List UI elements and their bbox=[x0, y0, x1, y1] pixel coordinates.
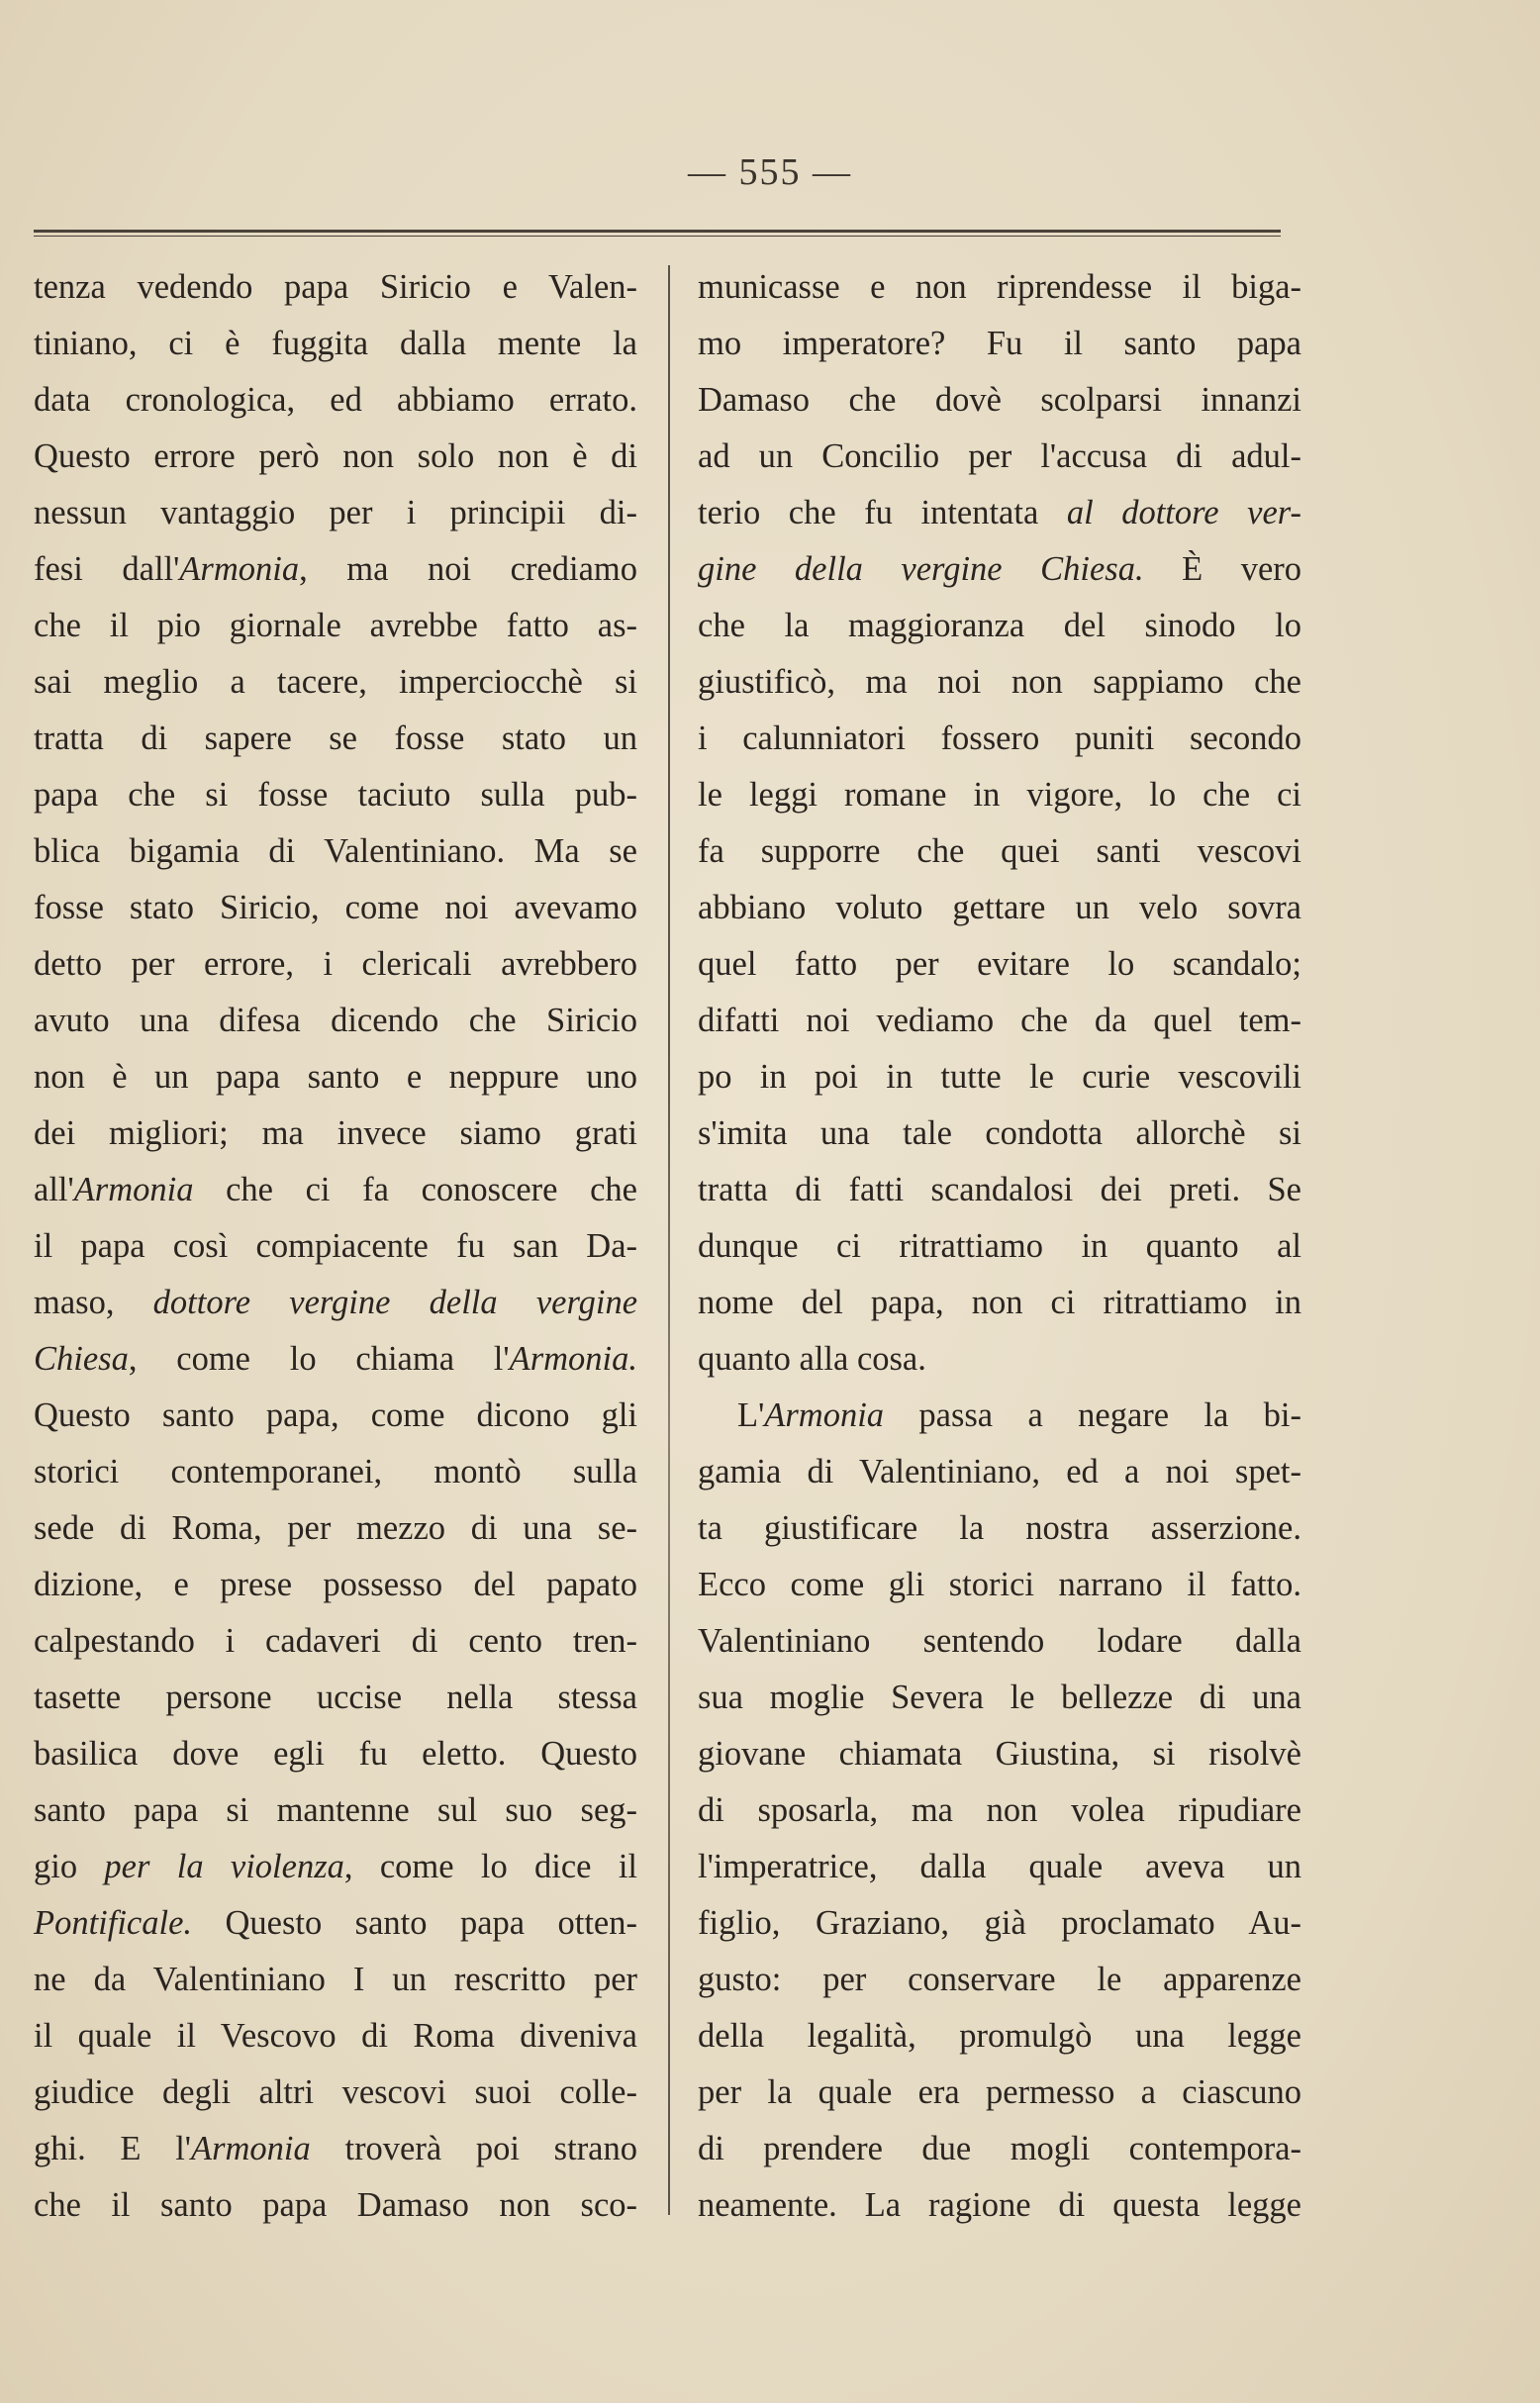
column-divider bbox=[668, 265, 670, 2215]
text-segment: data cronologica, ed abbiamo errato. bbox=[34, 381, 637, 419]
text-line bbox=[34, 711, 637, 767]
text-line bbox=[34, 541, 637, 598]
text-segment: quanto alla cosa. bbox=[698, 1340, 926, 1378]
text-line bbox=[698, 1331, 1301, 1388]
text-line bbox=[698, 598, 1301, 654]
text-line bbox=[34, 2008, 637, 2065]
text-line bbox=[698, 654, 1301, 711]
text-line bbox=[34, 1613, 637, 1670]
text-line bbox=[34, 1331, 637, 1388]
text-line bbox=[34, 1218, 637, 1275]
text-line bbox=[698, 2177, 1301, 2234]
text-line bbox=[698, 711, 1301, 767]
text-segment: Ecco come gli storici narrano il fatto. bbox=[698, 1566, 1301, 1603]
text-segment: sai meglio a tacere, imperciocchè si bbox=[34, 663, 637, 701]
text-segment: Valentiniano sentendo lodare dalla bbox=[698, 1622, 1301, 1660]
text-segment: municasse e non riprendesse il biga- bbox=[698, 268, 1301, 306]
text-line bbox=[34, 1782, 637, 1839]
text-line bbox=[34, 1839, 637, 1895]
text-segment: papa che si fosse taciuto sulla pub- bbox=[34, 776, 637, 814]
text-segment: non è un papa santo e neppure uno bbox=[34, 1058, 637, 1096]
italic-text: per la violenza bbox=[104, 1848, 344, 1885]
text-line bbox=[34, 1105, 637, 1162]
text-segment: calpestando i cadaveri di cento tren- bbox=[34, 1622, 637, 1660]
text-line bbox=[698, 880, 1301, 936]
text-line bbox=[698, 1670, 1301, 1726]
text-segment: giudice degli altri vescovi suoi colle- bbox=[34, 2073, 637, 2111]
text-segment: l'imperatrice, dalla quale aveva un bbox=[698, 1848, 1301, 1885]
text-segment: che il santo papa Damaso non sco- bbox=[34, 2186, 637, 2224]
text-line bbox=[34, 316, 637, 372]
text-segment: tratta di sapere se fosse stato un bbox=[34, 720, 637, 757]
text-segment: s'imita una tale condotta allorchè si bbox=[698, 1114, 1301, 1152]
text-segment: blica bigamia di Valentiniano. Ma se bbox=[34, 832, 637, 870]
text-line bbox=[34, 993, 637, 1049]
text-segment: sua moglie Severa le bellezze di una bbox=[698, 1679, 1301, 1716]
italic-text: gine della vergine Chiesa. bbox=[698, 550, 1144, 588]
text-segment: terio che fu intentata bbox=[698, 494, 1067, 531]
text-segment: È vero bbox=[1143, 550, 1301, 588]
text-line bbox=[34, 259, 637, 316]
text-segment: le leggi romane in vigore, lo che ci bbox=[698, 776, 1301, 814]
text-line bbox=[698, 1162, 1301, 1218]
text-segment: figlio, Graziano, già proclamato Au- bbox=[698, 1904, 1301, 1942]
text-segment: quel fatto per evitare lo scandalo; bbox=[698, 945, 1301, 983]
text-line bbox=[34, 2065, 637, 2121]
text-line bbox=[698, 1952, 1301, 2008]
text-line bbox=[34, 1444, 637, 1500]
text-line bbox=[34, 880, 637, 936]
text-segment: giustificò, ma noi non sappiamo che bbox=[698, 663, 1301, 701]
text-line bbox=[34, 598, 637, 654]
text-line bbox=[698, 2121, 1301, 2177]
text-line bbox=[34, 1162, 637, 1218]
text-line bbox=[698, 993, 1301, 1049]
text-segment: nome del papa, non ci ritrattiamo in bbox=[698, 1284, 1301, 1321]
text-segment: dizione, e prese possesso del papato bbox=[34, 1566, 637, 1603]
italic-text: Armonia bbox=[179, 550, 300, 588]
text-segment: santo papa si mantenne sul suo seg- bbox=[34, 1791, 637, 1829]
text-line bbox=[34, 429, 637, 485]
text-segment: tiniano, ci è fuggita dalla mente la bbox=[34, 325, 637, 362]
text-line bbox=[34, 1500, 637, 1557]
text-line bbox=[34, 1557, 637, 1613]
text-segment: Questo santo papa, come dicono gli bbox=[34, 1396, 637, 1434]
text-line bbox=[34, 1049, 637, 1105]
text-segment: giovane chiamata Giustina, si risolvè bbox=[698, 1735, 1301, 1773]
right-text-column bbox=[698, 259, 1301, 2234]
text-line bbox=[698, 1782, 1301, 1839]
text-line bbox=[698, 429, 1301, 485]
text-segment: sede di Roma, per mezzo di una se- bbox=[34, 1509, 637, 1547]
text-segment: nessun vantaggio per i principii di- bbox=[34, 494, 637, 531]
text-line bbox=[698, 1557, 1301, 1613]
text-segment: ne da Valentiniano I un rescritto per bbox=[34, 1961, 637, 1998]
italic-text: dottore vergine della vergine bbox=[152, 1284, 638, 1321]
text-segment: Damaso che dovè scolparsi innanzi bbox=[698, 381, 1301, 419]
text-segment: , come lo dice il bbox=[343, 1848, 637, 1885]
italic-text: Armonia bbox=[764, 1396, 885, 1434]
text-line bbox=[698, 259, 1301, 316]
text-segment: i calunniatori fossero puniti secondo bbox=[698, 720, 1301, 757]
text-segment: po in poi in tutte le curie vescovili bbox=[698, 1058, 1301, 1096]
text-line bbox=[34, 485, 637, 541]
text-segment: dunque ci ritrattiamo in quanto al bbox=[698, 1227, 1301, 1265]
text-line bbox=[698, 541, 1301, 598]
text-line bbox=[698, 936, 1301, 993]
text-line bbox=[698, 1218, 1301, 1275]
text-segment: dei migliori; ma invece siamo grati bbox=[34, 1114, 637, 1152]
italic-text: Armonia bbox=[73, 1171, 194, 1208]
text-segment: ad un Concilio per l'accusa di adul- bbox=[698, 437, 1301, 475]
text-segment: tenza vedendo papa Siricio e Valen- bbox=[34, 268, 637, 306]
text-segment: fosse stato Siricio, come noi avevamo bbox=[34, 889, 637, 926]
text-line bbox=[34, 936, 637, 993]
text-segment: detto per errore, i clericali avrebbero bbox=[34, 945, 637, 983]
text-segment: il quale il Vescovo di Roma diveniva bbox=[34, 2017, 637, 2055]
text-segment: troverà poi strano bbox=[310, 2130, 637, 2167]
text-segment: abbiano voluto gettare un velo sovra bbox=[698, 889, 1301, 926]
text-segment: fesi dall' bbox=[34, 550, 180, 588]
text-segment: maso, bbox=[34, 1284, 153, 1321]
text-line bbox=[698, 1275, 1301, 1331]
text-line bbox=[34, 1952, 637, 2008]
text-segment: neamente. La ragione di questa legge bbox=[698, 2186, 1301, 2224]
text-line bbox=[698, 316, 1301, 372]
text-segment: tasette persone uccise nella stessa bbox=[34, 1679, 637, 1716]
italic-text: Pontificale. bbox=[34, 1904, 193, 1942]
text-line bbox=[698, 1105, 1301, 1162]
text-segment: tratta di fatti scandalosi dei preti. Se bbox=[698, 1171, 1301, 1208]
text-line bbox=[34, 2121, 637, 2177]
text-line bbox=[34, 1895, 637, 1952]
text-segment: basilica dove egli fu eletto. Questo bbox=[34, 1735, 637, 1773]
page-number: — 555 — bbox=[688, 151, 852, 193]
text-segment: , come lo chiama l' bbox=[128, 1340, 510, 1378]
text-segment: di prendere due mogli contempora- bbox=[698, 2130, 1301, 2167]
text-line bbox=[34, 1275, 637, 1331]
left-text-column bbox=[34, 259, 637, 2234]
text-line bbox=[698, 2008, 1301, 2065]
text-line bbox=[698, 1839, 1301, 1895]
text-segment: passa a negare la bi- bbox=[884, 1396, 1301, 1434]
text-line bbox=[34, 2177, 637, 2234]
text-segment: , ma noi crediamo bbox=[299, 550, 637, 588]
italic-text: Armonia. bbox=[509, 1340, 637, 1378]
text-segment: difatti noi vediamo che da quel tem- bbox=[698, 1002, 1301, 1039]
text-segment: gusto: per conservare le apparenze bbox=[698, 1961, 1301, 1998]
text-line bbox=[34, 1670, 637, 1726]
text-segment: mo imperatore? Fu il santo papa bbox=[698, 325, 1301, 362]
header-rule-thin bbox=[34, 236, 1281, 237]
text-line bbox=[34, 654, 637, 711]
text-segment: che il pio giornale avrebbe fatto as- bbox=[34, 607, 637, 644]
text-segment: gamia di Valentiniano, ed a noi spet- bbox=[698, 1453, 1301, 1490]
text-line bbox=[698, 372, 1301, 429]
text-segment: L' bbox=[737, 1396, 765, 1434]
text-line bbox=[34, 1388, 637, 1444]
text-line bbox=[698, 823, 1301, 880]
text-segment: il papa così compiacente fu san Da- bbox=[34, 1227, 637, 1265]
italic-text: Chiesa bbox=[34, 1340, 129, 1378]
text-line bbox=[698, 1895, 1301, 1952]
text-line bbox=[698, 2065, 1301, 2121]
text-line bbox=[698, 1613, 1301, 1670]
text-segment: avuto una difesa dicendo che Siricio bbox=[34, 1002, 637, 1039]
text-segment: della legalità, promulgò una legge bbox=[698, 2017, 1301, 2055]
text-line bbox=[698, 485, 1301, 541]
text-segment: che la maggioranza del sinodo lo bbox=[698, 607, 1301, 644]
text-segment: per la quale era permesso a ciascuno bbox=[698, 2073, 1301, 2111]
italic-text: Armonia bbox=[191, 2130, 311, 2167]
text-segment: fa supporre che quei santi vescovi bbox=[698, 832, 1301, 870]
text-segment: ghi. E l' bbox=[34, 2130, 192, 2167]
text-line bbox=[34, 372, 637, 429]
text-segment: che ci fa conoscere che bbox=[193, 1171, 637, 1208]
text-line bbox=[698, 1049, 1301, 1105]
text-segment: di sposarla, ma non volea ripudiare bbox=[698, 1791, 1301, 1829]
text-line bbox=[34, 767, 637, 823]
text-line bbox=[698, 1500, 1301, 1557]
text-segment: ta giustificare la nostra asserzione. bbox=[698, 1509, 1301, 1547]
text-segment: Questo errore però non solo non è di bbox=[34, 437, 637, 475]
text-segment: Questo santo papa otten- bbox=[192, 1904, 637, 1942]
text-line bbox=[698, 767, 1301, 823]
text-line bbox=[698, 1388, 1301, 1444]
text-line bbox=[698, 1726, 1301, 1782]
text-line bbox=[34, 823, 637, 880]
text-segment: storici contemporanei, montò sulla bbox=[34, 1453, 637, 1490]
text-line bbox=[698, 1444, 1301, 1500]
text-segment: gio bbox=[34, 1848, 105, 1885]
header-rule bbox=[34, 230, 1281, 233]
italic-text: al dottore ver- bbox=[1066, 494, 1301, 531]
text-line bbox=[34, 1726, 637, 1782]
text-segment: all' bbox=[34, 1171, 74, 1208]
